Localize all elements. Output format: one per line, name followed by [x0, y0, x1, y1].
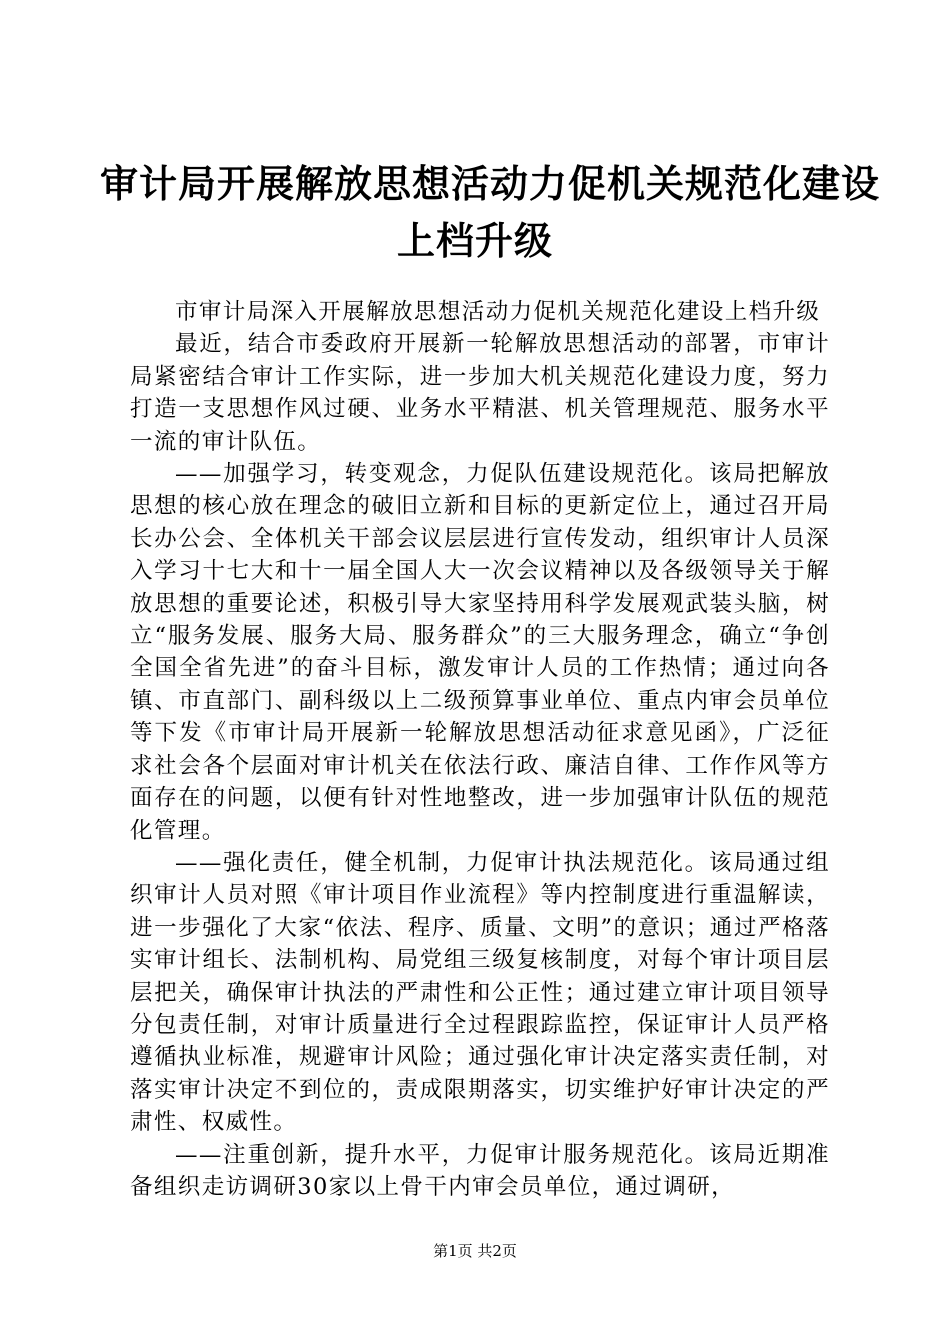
document-title-line-2: 上档升级: [396, 218, 553, 263]
paragraph-responsibility: ——强化责任，健全机制，力促审计执法规范化。该局通过组织审计人员对照《审计项目作业流程》等内控制度进行重温解读，进一步强化了大家“依法、程序、质量、文明”的意识；通过严格落实审计组长、法制机构、局党组三级复核制度，对每个审计项目层层把关，确保审计执法的严肃性和公正性；通过建立审计项目领导分包责任制，对审计质量进行全过程跟踪监控，保证审计人员严格遵循执业标准，规避审计风险；通过强化审计决定落实责任制，对落实审计决定不到位的，责成限期落实，切实维护好审计决定的严肃性、权威性。: [130, 849, 830, 1136]
paragraph-intro: 最近，结合市委政府开展新一轮解放思想活动的部署，市审计局紧密结合审计工作实际，进一步加大机关规范化建设力度，努力打造一支思想作风过硬、业务水平精湛、机关管理规范、服务水平一流的审计队伍。: [130, 331, 830, 455]
paragraph-subtitle: 市审计局深入开展解放思想活动力促机关规范化建设上档升级: [175, 299, 821, 325]
document-title-line-1: 审计局开展解放思想活动力促机关规范化建设: [100, 161, 881, 206]
page-footer: 第1页 共2页: [433, 1242, 517, 1260]
document-body: [130, 296, 830, 1203]
paragraph-innovation: ——注重创新，提升水平，力促审计服务规范化。该局近期准备组织走访调研30家以上骨干内审会员单位，通过调研，: [130, 1141, 830, 1200]
paragraph-study: ——加强学习，转变观念，力促队伍建设规范化。该局把解放思想的核心放在理念的破旧立新和目标的更新定位上，通过召开局长办公会、全体机关干部会议层层进行宣传发动，组织审计人员深入学习十七大和十一届全国人大一次会议精神以及各级领导关于解放思想的重要论述，积极引导大家坚持用科学发展观武装头脑，树立“服务发展、服务大局、服务群众”的三大服务理念，确立“争创全国全省先进”的奋斗目标，激发审计人员的工作热情；通过向各镇、市直部门、副科级以上二级预算事业单位、重点内审会员单位等下发《市审计局开展新一轮解放思想活动征求意见函》，广泛征求社会各个层面对审计机关在依法行政、廉洁自律、工作作风等方面存在的问题，以便有针对性地整改，进一步加强审计队伍的规范化管理。: [130, 461, 830, 844]
